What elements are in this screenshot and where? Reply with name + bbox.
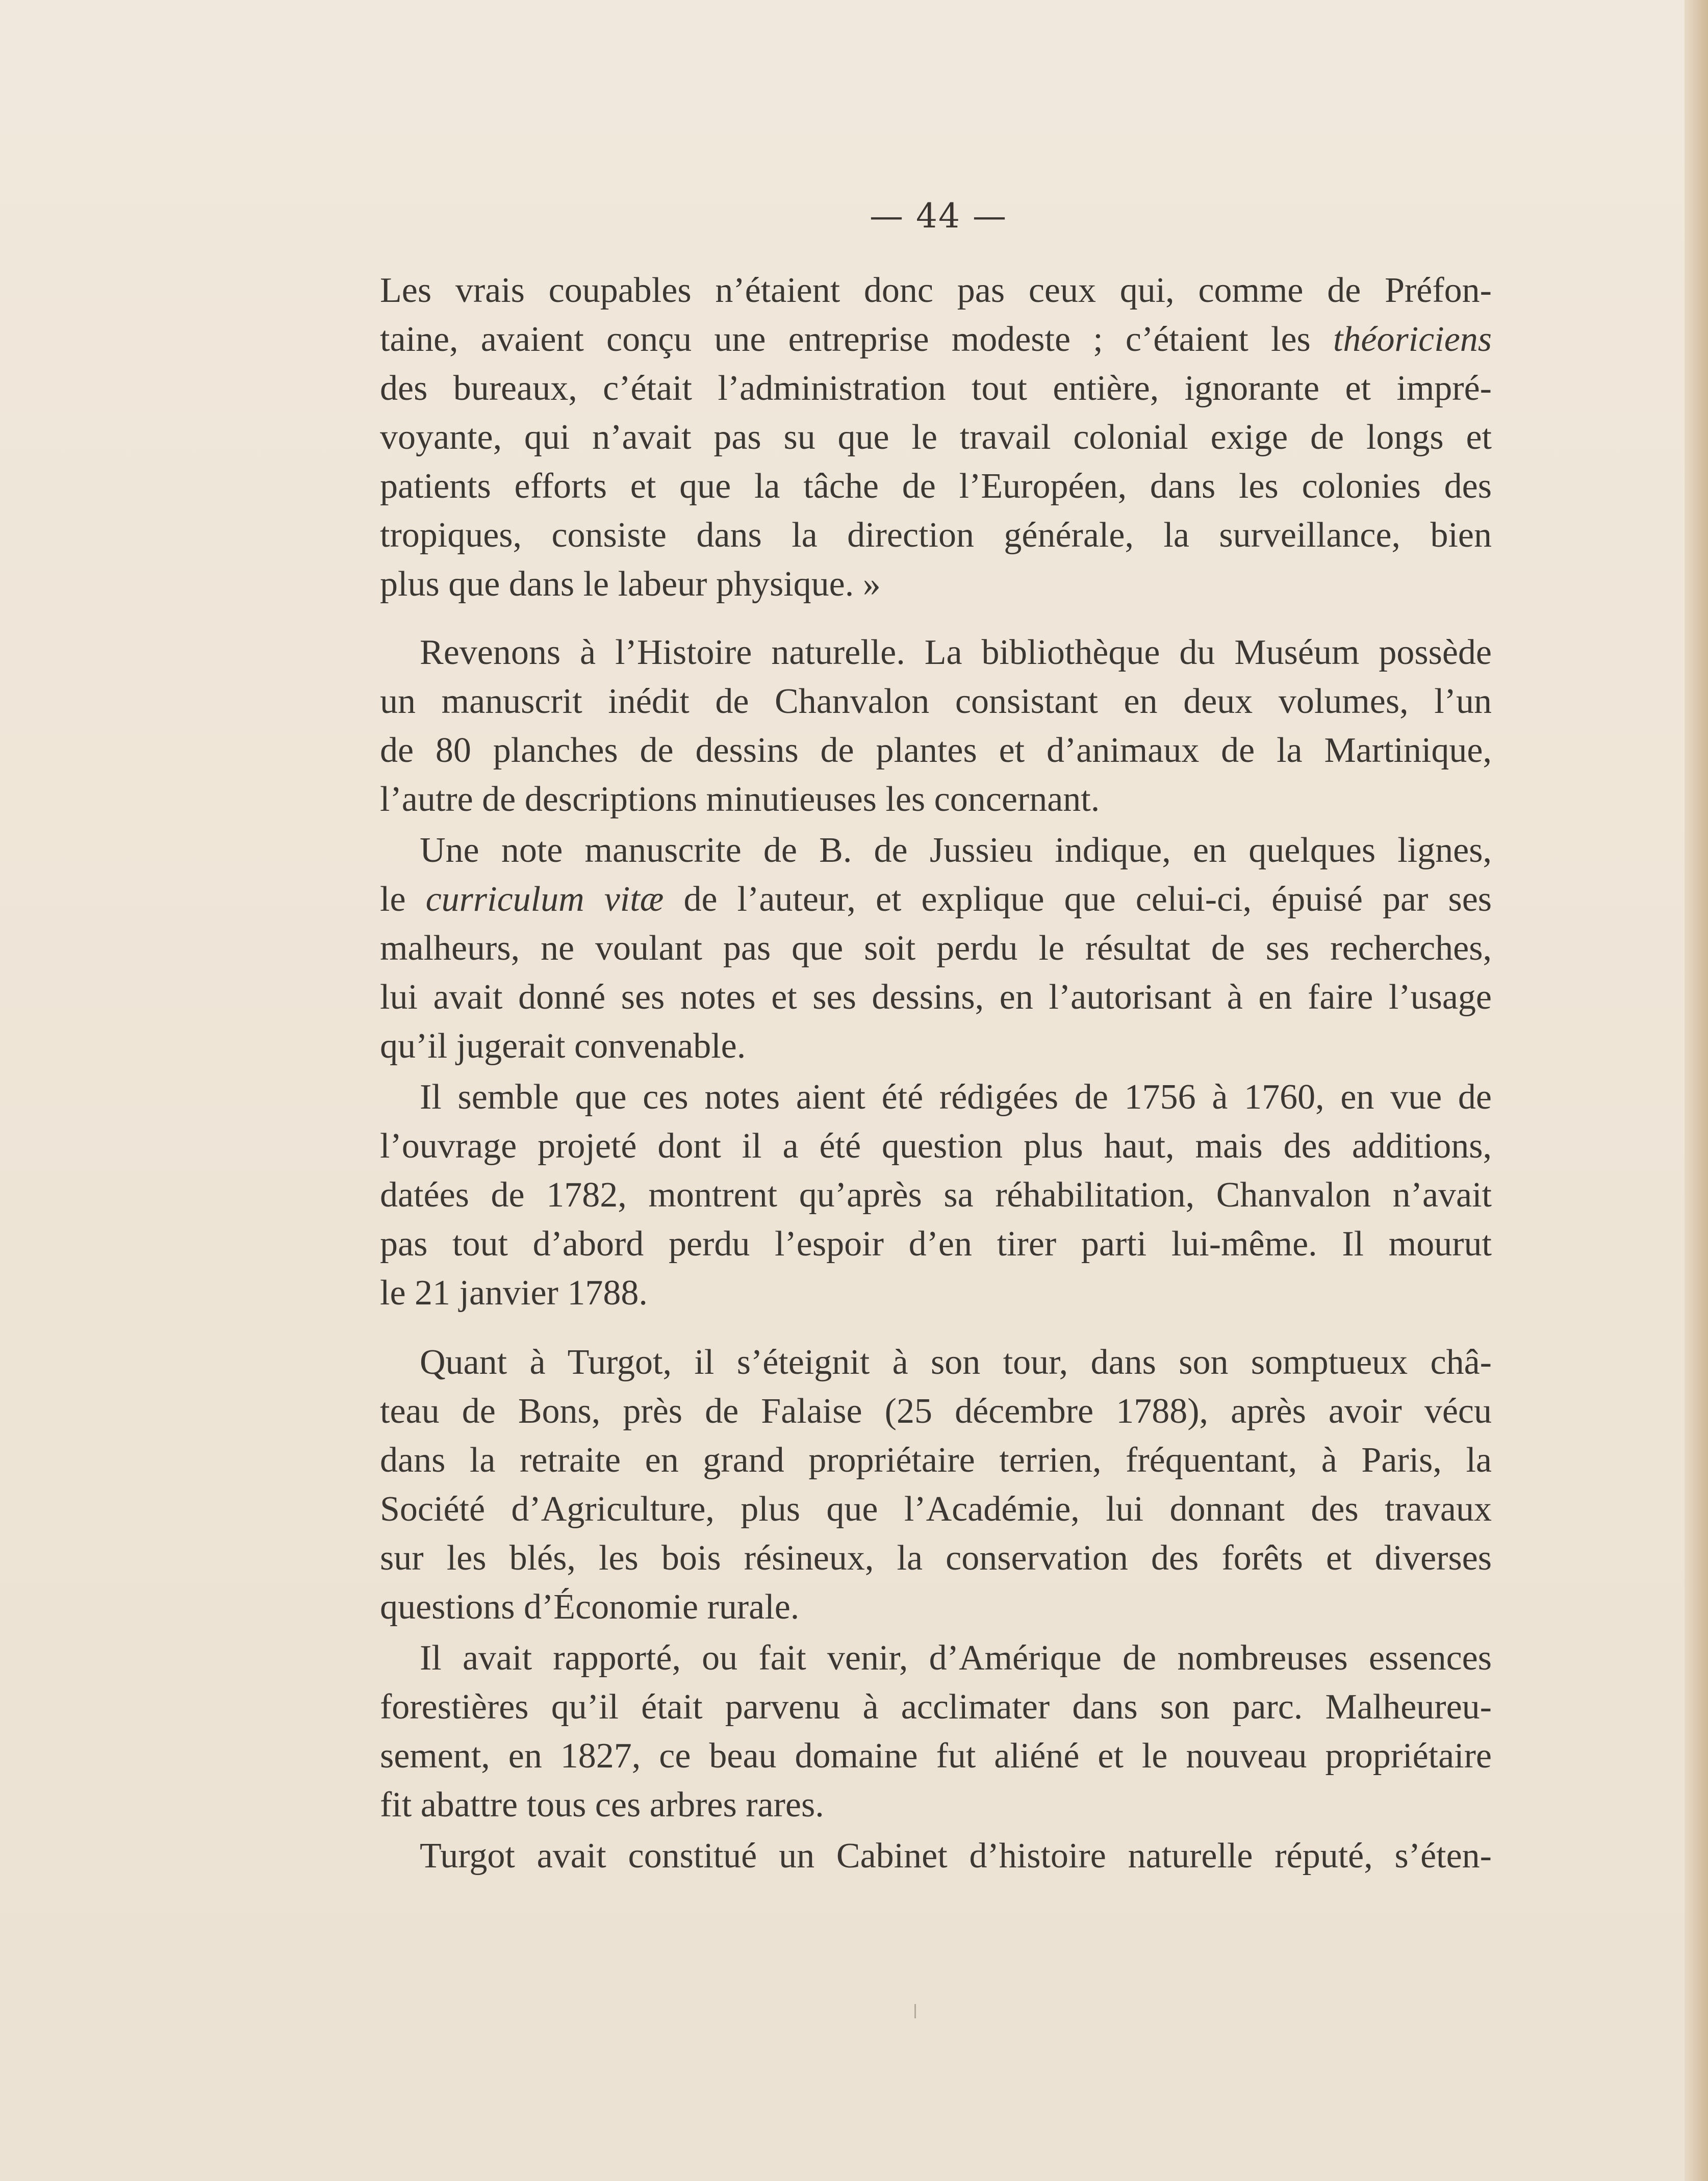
text-line: Quant à Turgot, il s’éteignit à son tour, dans son somptueux châ-: [420, 1343, 1492, 1382]
text-line: qu’il jugerait convenable.: [380, 1027, 746, 1066]
text-segment: de l’auteur, et explique que celui-ci, épuisé par ses: [683, 880, 1492, 919]
text-line: lui avait donné ses notes et ses dessins, en l’autorisant à en faire l’usage: [380, 978, 1492, 1017]
text-line: Revenons à l’Histoire naturelle. La bibliothèque du Muséum possède: [420, 633, 1492, 672]
text-line: dans la retraite en grand propriétaire terrien, fréquentant, à Paris, la: [380, 1441, 1492, 1480]
text-line: Les vrais coupables n’étaient donc pas ceux qui, comme de Préfon-: [380, 271, 1492, 310]
text-line: patients efforts et que la tâche de l’Européen, dans les colonies des: [380, 467, 1492, 506]
text-line: teau de Bons, près de Falaise (25 décembre 1788), après avoir vécu: [380, 1392, 1492, 1431]
text-line: [380, 882, 1492, 917]
paper-speck: [914, 2004, 916, 2018]
text-line: l’ouvrage projeté dont il a été question plus haut, mais des additions,: [380, 1126, 1492, 1166]
page-edge-shadow: [1685, 0, 1708, 2181]
italic-term: curriculum vitæ: [425, 880, 664, 919]
text-segment: taine, avaient conçu une entreprise modeste ; c’étaient les: [380, 320, 1311, 359]
text-line: Turgot avait constitué un Cabinet d’histoire naturelle réputé, s’éten-: [420, 1836, 1492, 1876]
text-line: Société d’Agriculture, plus que l’Académie, lui donnant des travaux: [380, 1490, 1492, 1529]
text-line: sur les blés, les bois résineux, la conservation des forêts et diverses: [380, 1538, 1492, 1578]
text-line: voyante, qui n’avait pas su que le travail colonial exige de longs et: [380, 418, 1492, 457]
text-line: malheurs, ne voulant pas que soit perdu le résultat de ses recherches,: [380, 929, 1492, 968]
text-line: forestières qu’il était parvenu à acclimater dans son parc. Malheureu-: [380, 1687, 1492, 1727]
text-line: sement, en 1827, ce beau domaine fut aliéné et le nouveau propriétaire: [380, 1736, 1492, 1776]
text-line: questions d’Économie rurale.: [380, 1587, 800, 1627]
text-line: Il semble que ces notes aient été rédigées de 1756 à 1760, en vue de: [420, 1077, 1492, 1117]
text-line: fit abattre tous ces arbres rares.: [380, 1785, 824, 1825]
text-line: Il avait rapporté, ou fait venir, d’Amérique de nombreuses essences: [420, 1638, 1492, 1678]
text-line: plus que dans le labeur physique. »: [380, 565, 881, 604]
text-line: tropiques, consiste dans la direction générale, la surveillance, bien: [380, 516, 1492, 555]
text-line: pas tout d’abord perdu l’espoir d’en tirer parti lui-même. Il mourut: [380, 1224, 1492, 1264]
text-line: le 21 janvier 1788.: [380, 1273, 648, 1313]
text-line: l’autre de descriptions minutieuses les concernant.: [380, 780, 1100, 819]
text-line: un manuscrit inédit de Chanvalon consistant en deux volumes, l’un: [380, 682, 1492, 721]
text-line: de 80 planches de dessins de plantes et d’animaux de la Martinique,: [380, 731, 1492, 770]
text-line: Une note manuscrite de B. de Jussieu indique, en quelques lignes,: [420, 831, 1492, 870]
text-line: des bureaux, c’était l’administration tout entière, ignorante et impré-: [380, 369, 1492, 408]
text-line: [380, 322, 1492, 357]
text-segment: le: [380, 880, 406, 919]
page-number: — 44 —: [870, 196, 1007, 236]
italic-term: théoriciens: [1333, 320, 1492, 359]
text-line: datées de 1782, montrent qu’après sa réhabilitation, Chanvalon n’avait: [380, 1175, 1492, 1215]
